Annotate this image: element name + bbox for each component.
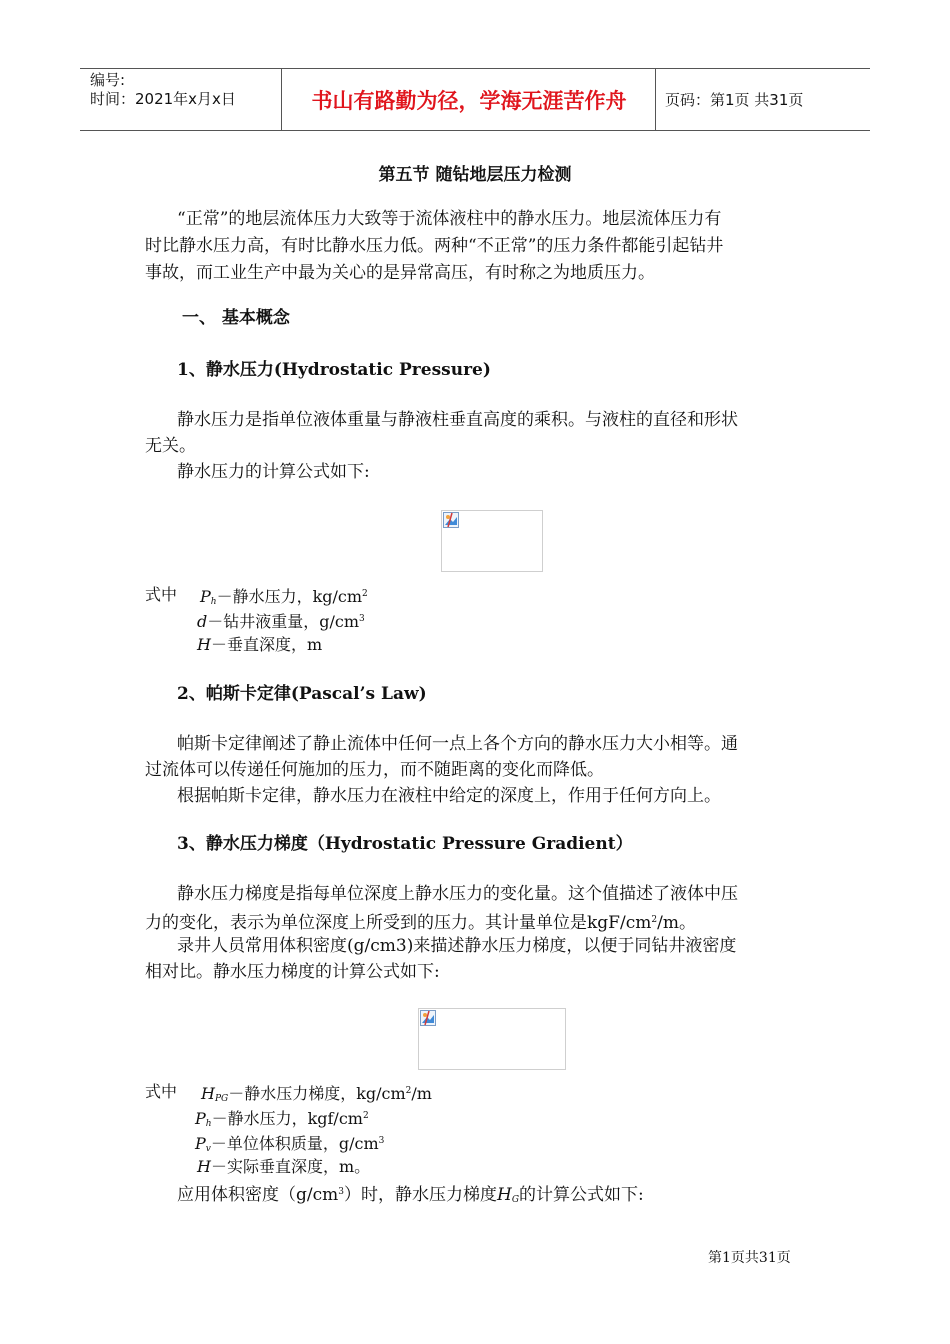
paragraph-line: 静水压力是指单位液体重量与静液柱垂直高度的乘积。与液柱的直径和形状	[177, 410, 738, 430]
symbol-definition: $P_v-$单位体积质量，$g/cm^3$	[195, 1134, 385, 1154]
broken-image-icon	[420, 1010, 436, 1026]
subsection-heading: 1、静水压力(Hydrostatic Pressure)	[177, 360, 491, 380]
paragraph-line: 无关。	[145, 436, 196, 456]
paragraph-line: 力的变化，表示为单位深度上所受到的压力。其计量单位是kgF/$cm^2/m$。	[145, 913, 696, 933]
paragraph-line: 静水压力梯度是指每单位深度上静水压力的变化量。这个值描述了液体中压	[177, 884, 738, 904]
symbol-definition: $P_h-$静水压力，$kg/cm^2$	[200, 587, 368, 607]
page-header	[80, 68, 870, 131]
paragraph-line: 录井人员常用体积密度(g/cm3)来描述静水压力梯度，以便于同钻井液密度	[177, 936, 737, 956]
symbol: P	[195, 1134, 206, 1153]
formula-image-placeholder	[418, 1008, 566, 1070]
symbol: H	[201, 1084, 215, 1103]
intro-line: “正常”的地层流体压力大致等于流体液柱中的静水压力。地层流体压力有	[177, 209, 722, 229]
symbol-definition: $P_h-$静水压力，kgf/$cm^2$	[195, 1109, 369, 1129]
header-time-label: 时间：2021年x月x日	[90, 90, 236, 108]
symbol: H	[197, 1157, 211, 1176]
symbol: d	[197, 612, 208, 631]
intro-line: 时比静水压力高，有时比静水压力低。两种“不正常”的压力条件都能引起钻井	[145, 236, 724, 256]
paragraph-line: 过流体可以传递任何施加的压力，而不随距离的变化而降低。	[145, 760, 604, 780]
subsection-heading: 3、静水压力梯度（Hydrostatic Pressure Gradient）	[177, 834, 633, 854]
symbol: H	[497, 1185, 512, 1205]
where-label: 式中	[145, 1082, 178, 1101]
broken-image-icon	[443, 512, 459, 528]
symbol: H	[197, 635, 211, 654]
page-footer: 第1页共31页	[708, 1250, 791, 1266]
page-title: 第五节 随钻地层压力检测	[378, 165, 572, 185]
paragraph-line: 相对比。静水压力梯度的计算公式如下:	[145, 962, 440, 982]
intro-line: 事故，而工业生产中最为关心的是异常高压，有时称之为地质压力。	[145, 263, 655, 283]
header-motto: 书山有路勤为径，学海无涯苦作舟	[311, 88, 627, 113]
header-number-label: 编号:	[90, 71, 126, 89]
paragraph-line: 帕斯卡定律阐述了静止流体中任何一点上各个方向的静水压力大小相等。通	[177, 734, 738, 754]
paragraph-line: 应用体积密度$(g/cm^3)$时，静水压力梯度$H_G$的计算公式如下:	[177, 1185, 644, 1205]
paragraph-line: 根据帕斯卡定律，静水压力在液柱中给定的深度上，作用于任何方向上。	[177, 786, 721, 806]
header-meta	[90, 71, 236, 109]
formula-intro: 静水压力的计算公式如下:	[177, 462, 370, 482]
section-heading: 一、 基本概念	[182, 308, 290, 328]
symbol-definition: H－实际垂直深度，m。	[197, 1157, 371, 1176]
header-page-label: 页码：第1页 共31页	[665, 91, 804, 109]
symbol: P	[195, 1109, 206, 1128]
symbol: P	[200, 587, 211, 606]
symbol-definition: H－垂直深度，m	[197, 635, 323, 654]
symbol-definition: d－钻井液重量，$g/cm^3$	[197, 612, 365, 631]
subsection-heading: 2、帕斯卡定律(Pascal’s Law)	[177, 684, 427, 704]
header-divider	[655, 69, 656, 130]
formula-image-placeholder	[441, 510, 543, 572]
symbol-definition: $H_{PG}-$静水压力梯度，$kg/cm^2/m$	[201, 1084, 432, 1104]
where-label: 式中	[145, 585, 178, 604]
header-divider	[281, 69, 282, 130]
